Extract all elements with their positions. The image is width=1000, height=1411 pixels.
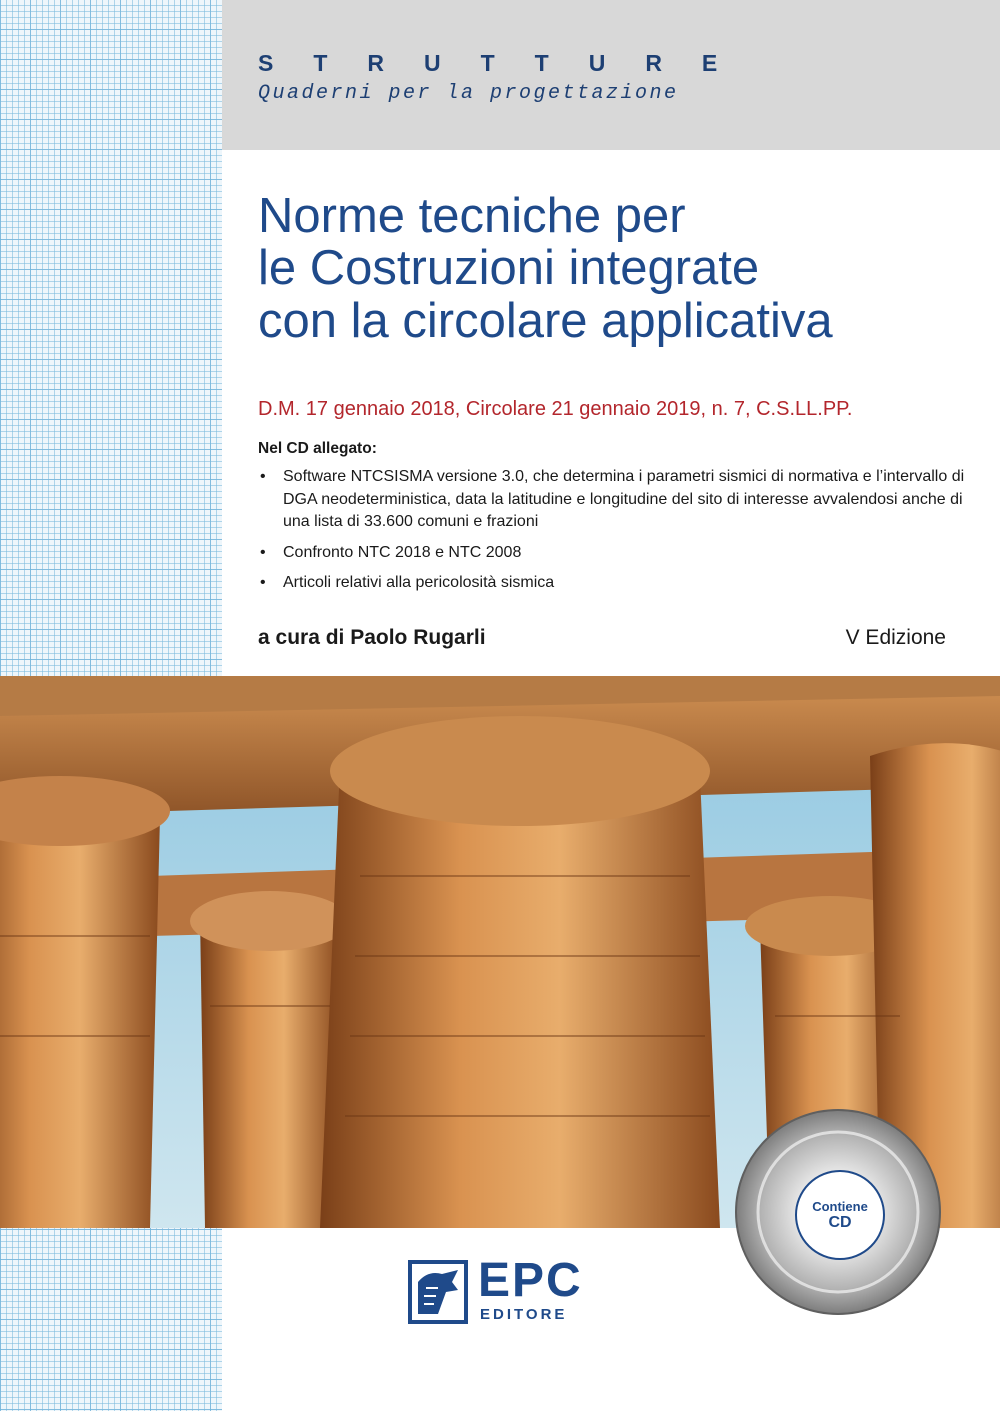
decree-reference: D.M. 17 gennaio 2018, Circolare 21 gennaio 2019, n. 7, C.S.LL.PP. xyxy=(258,398,853,420)
list-item xyxy=(258,542,983,565)
list-item-text: Software NTCSISMA versione 3.0, che determina i parametri sismici di normativa e l’intervallo di DGA neodeterministica, data la latitudine e longitudine del sito di interesse avvalendosi anche di una lista di 33.600 comuni e frazioni xyxy=(283,468,965,530)
edition-label: V Edizione xyxy=(845,626,946,649)
publisher-logo xyxy=(408,1254,590,1330)
title-line-2: le Costruzioni integrate xyxy=(258,241,760,296)
publisher-sub: EDITORE xyxy=(480,1306,568,1323)
list-item-text: Articoli relativi alla pericolosità sismica xyxy=(283,574,555,591)
cd-badge-line1: Contiene xyxy=(812,1199,868,1214)
book-title xyxy=(258,190,978,347)
title-line-1: Norme tecniche per xyxy=(258,189,686,243)
list-item-text: Confronto NTC 2018 e NTC 2008 xyxy=(283,543,522,561)
cd-contents-heading: Nel CD allegato: xyxy=(258,440,377,457)
bullet-icon: • xyxy=(260,574,266,591)
title-line-3: con la circolare applicativa xyxy=(258,293,833,348)
cd-badge-line2: CD xyxy=(828,1214,852,1231)
lion-emblem-icon xyxy=(408,1260,468,1324)
cd-contents-list xyxy=(258,466,983,603)
series-subtitle: Quaderni per la progettazione xyxy=(258,82,679,105)
bullet-icon: • xyxy=(260,468,266,485)
bullet-icon: • xyxy=(260,543,266,561)
cd-badge xyxy=(795,1170,885,1260)
list-item xyxy=(258,466,983,534)
publisher-name: EPC xyxy=(478,1254,583,1307)
list-item xyxy=(258,572,983,595)
editor-credit: a cura di Paolo Rugarli xyxy=(258,626,486,649)
series-name: STRUTTURE xyxy=(258,50,758,76)
